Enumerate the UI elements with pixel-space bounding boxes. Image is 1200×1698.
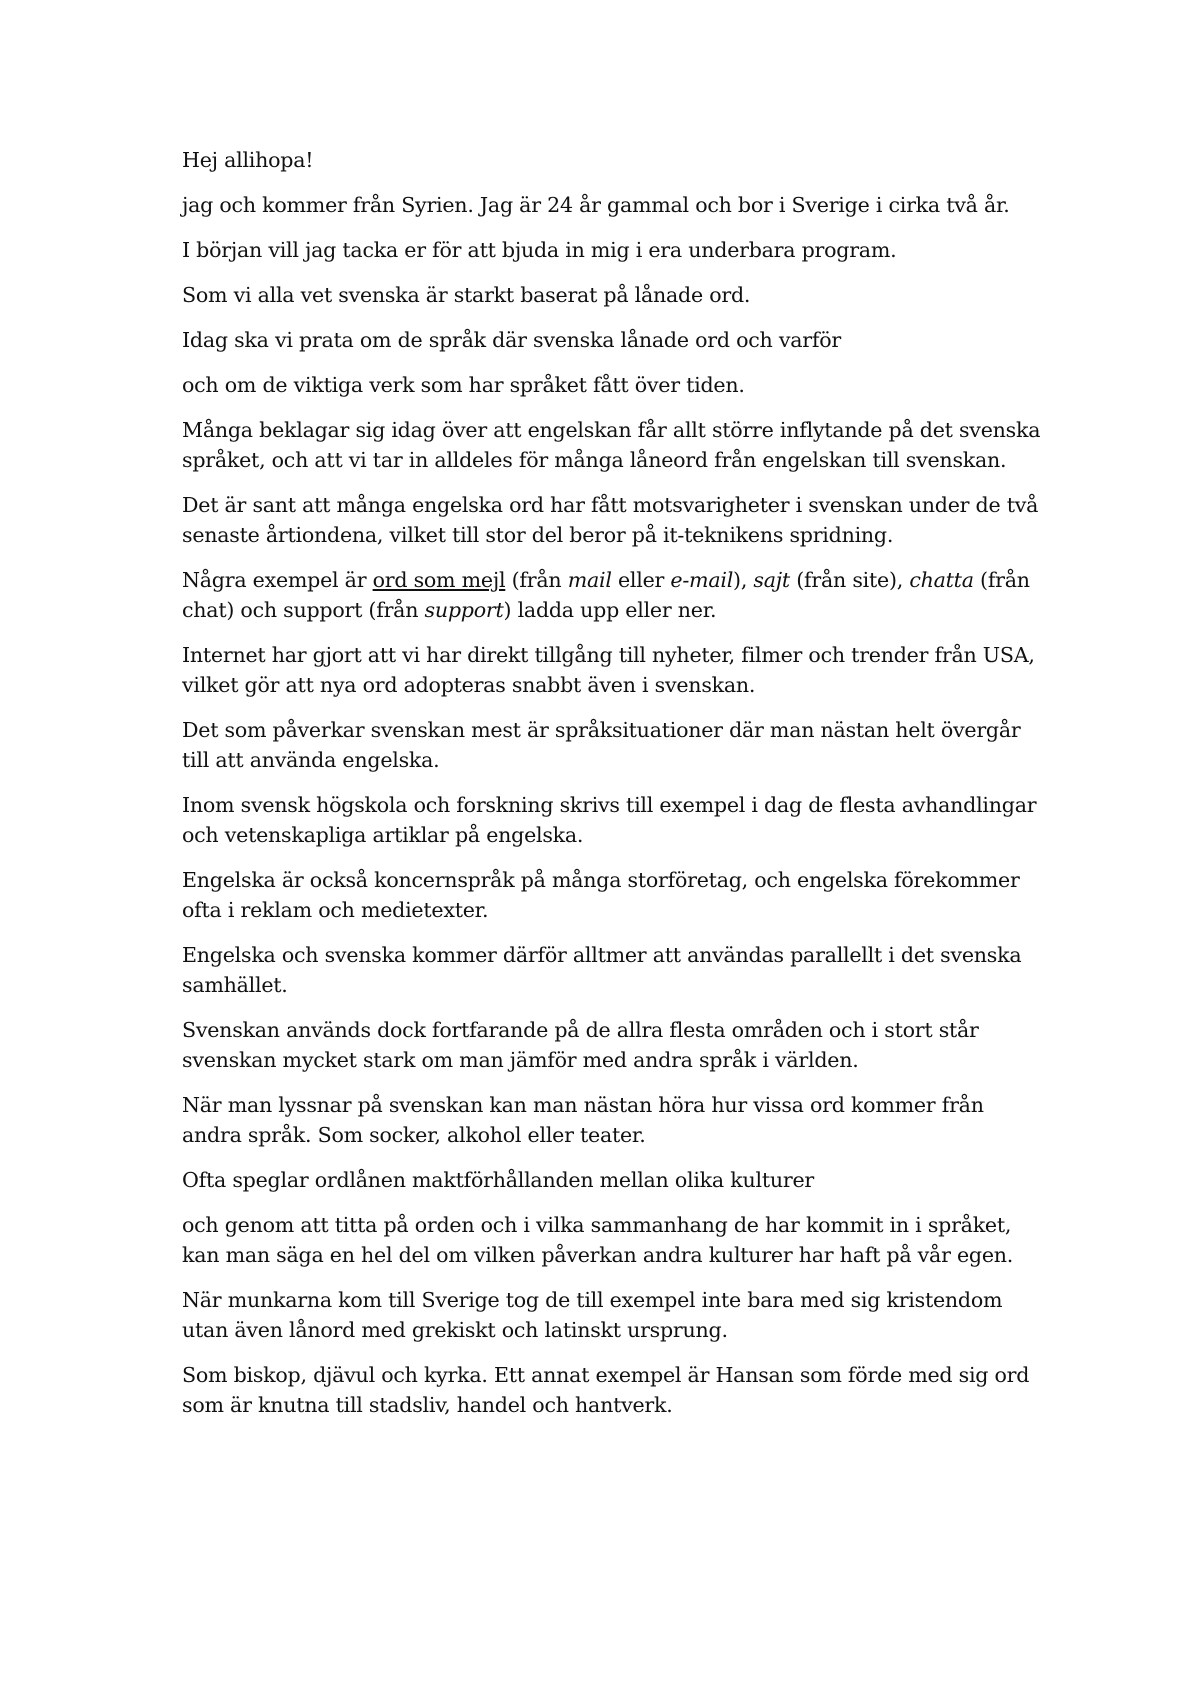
paragraph: Ofta speglar ordlånen maktförhållanden mellan olika kulturer: [182, 1168, 814, 1192]
examples-text: ),: [733, 568, 754, 592]
paragraph: och om de viktiga verk som har språket fått över tiden.: [182, 373, 745, 397]
examples-italic-word: support: [424, 598, 504, 622]
document-page: [182, 145, 1042, 1435]
paragraph: Internet har gjort att vi har direkt tillgång till nyheter, filmer och trender från USA, vilket gör att nya ord adopteras snabbt även i svenskan.: [182, 643, 1035, 697]
examples-underlined-text: ord som mejl: [372, 568, 506, 592]
paragraph: Det som påverkar svenskan mest är språksituationer där man nästan helt övergår till att använda engelska.: [182, 718, 1021, 772]
paragraph: När munkarna kom till Sverige tog de till exempel inte bara med sig kristendom utan även lånord med grekiskt och latinskt ursprung.: [182, 1288, 1003, 1342]
examples-italic-word: chatta: [909, 568, 974, 592]
paragraph: Som biskop, djävul och kyrka. Ett annat exempel är Hansan som förde med sig ord som är knutna till stadsliv, handel och hantverk.: [182, 1363, 1030, 1417]
examples-italic-word: sajt: [753, 568, 790, 592]
paragraph-greeting: Hej allihopa!: [182, 148, 314, 172]
paragraph: Inom svensk högskola och forskning skrivs till exempel i dag de flesta avhandlingar och vetenskapliga artiklar på engelska.: [182, 793, 1037, 847]
paragraph: Som vi alla vet svenska är starkt baserat på lånade ord.: [182, 283, 751, 307]
paragraph-examples: [182, 565, 1042, 625]
examples-text: ) ladda upp eller ner.: [503, 598, 717, 622]
paragraph: Svenskan används dock fortfarande på de allra flesta områden och i stort står svenskan mycket stark om man jämför med andra språk i världen.: [182, 1018, 979, 1072]
paragraph-thanks: I början vill jag tacka er för att bjuda in mig i era underbara program.: [182, 238, 897, 262]
examples-text: eller: [611, 568, 671, 592]
examples-text: (från chat) och support (från: [182, 568, 1030, 622]
paragraph: Många beklagar sig idag över att engelskan får allt större inflytande på det svenska språket, och att vi tar in alldeles för många låneord från engelskan till svenskan.: [182, 418, 1041, 472]
paragraph: När man lyssnar på svenskan kan man nästan höra hur vissa ord kommer från andra språk. Som socker, alkohol eller teater.: [182, 1093, 984, 1147]
paragraph: Det är sant att många engelska ord har fått motsvarigheter i svenskan under de två senaste årtiondena, vilket till stor del beror på it-teknikens spridning.: [182, 493, 1039, 547]
examples-text: (från site),: [789, 568, 910, 592]
examples-text: (från: [505, 568, 568, 592]
examples-italic-word: e-mail: [670, 568, 734, 592]
examples-italic-word: mail: [567, 568, 612, 592]
paragraph: Idag ska vi prata om de språk där svenska lånade ord och varför: [182, 328, 841, 352]
paragraph: och genom att titta på orden och i vilka sammanhang de har kommit in i språket, kan man säga en hel del om vilken påverkan andra kulturer har haft på vår egen.: [182, 1213, 1014, 1267]
paragraph: Engelska är också koncernspråk på många storföretag, och engelska förekommer ofta i reklam och medietexter.: [182, 868, 1020, 922]
paragraph: Engelska och svenska kommer därför alltmer att användas parallellt i det svenska samhället.: [182, 943, 1022, 997]
examples-text: Några exempel är: [182, 568, 373, 592]
paragraph-introduction: jag och kommer från Syrien. Jag är 24 år gammal och bor i Sverige i cirka två år.: [182, 193, 1010, 217]
